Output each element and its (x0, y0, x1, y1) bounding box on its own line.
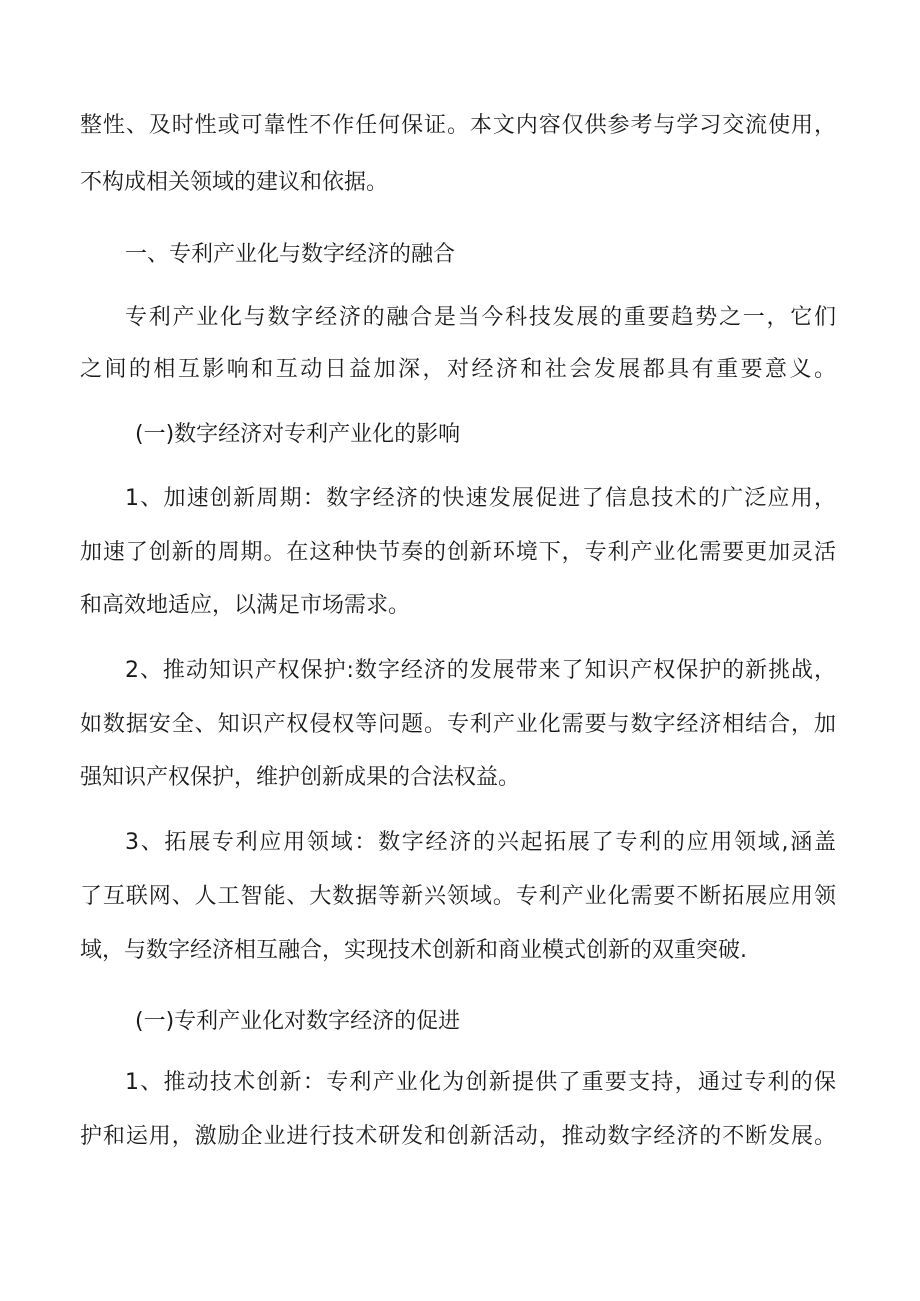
paragraph-line: 如数据安全、知识产权侵权等问题。专利产业化需要与数字经济相结合，加 (80, 712, 836, 737)
subsection-heading: (一)专利产业化对数字经济的促进 (135, 1009, 461, 1034)
paragraph-line: 1、加速创新周期：数字经济的快速发展促进了信息技术的广泛应用， (125, 486, 836, 511)
subsection-heading: (一)数字经济对专利产业化的影响 (135, 422, 461, 447)
section-heading: 一、专利产业化与数字经济的融合 (125, 242, 456, 267)
paragraph-line: 加速了创新的周期。在这种快节奏的创新环境下，专利产业化需要更加灵活 (80, 540, 836, 565)
paragraph-line: 3、拓展专利应用领域：数字经济的兴起拓展了专利的应用领域,涵盖 (125, 830, 836, 855)
paragraph-line: 和高效地适应，以满足市场需求。 (80, 593, 411, 618)
paragraph-line: 不构成相关领域的建议和依据。 (80, 170, 389, 195)
paragraph-line: 之间的相互影响和互动日益加深，对经济和社会发展都具有重要意义。 (80, 357, 836, 382)
paragraph-line: 强知识产权保护，维护创新成果的合法权益。 (80, 765, 521, 790)
paragraph-line: 整性、及时性或可靠性不作任何保证。本文内容仅供参考与学习交流使用， (80, 113, 836, 138)
paragraph-line: 护和运用，激励企业进行技术研发和创新活动，推动数字经济的不断发展。 (80, 1124, 836, 1149)
paragraph-line: 专利产业化与数字经济的融合是当今科技发展的重要趋势之一，它们 (125, 305, 836, 330)
paragraph-line: 2、推动知识产权保护:数字经济的发展带来了知识产权保护的新挑战， (125, 658, 836, 683)
paragraph-line: 域，与数字经济相互融合，实现技术创新和商业模式创新的双重突破. (80, 938, 747, 963)
paragraph-line: 了互联网、人工智能、大数据等新兴领域。专利产业化需要不断拓展应用领 (80, 884, 836, 909)
paragraph-line: 1、推动技术创新：专利产业化为创新提供了重要支持，通过专利的保 (125, 1070, 836, 1095)
